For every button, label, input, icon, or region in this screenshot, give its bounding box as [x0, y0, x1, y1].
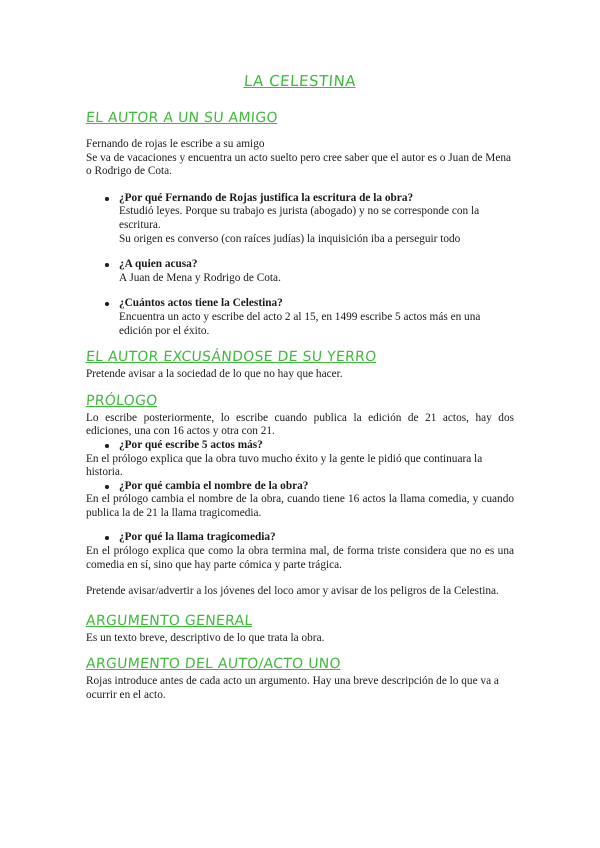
- section-argumento-general: [86, 613, 514, 646]
- question-list: [86, 480, 514, 494]
- bullet-icon: [105, 197, 109, 201]
- question: ¿Por qué cambia el nombre de la obra?: [119, 479, 309, 492]
- question: ¿Por qué Fernando de Rojas justifica la escritura de la obra?: [119, 191, 414, 204]
- list-item: [86, 531, 514, 545]
- section-heading: EL AUTOR A UN SU AMIGO: [85, 110, 279, 126]
- section-autor-amigo: [86, 110, 514, 338]
- question-list: [86, 531, 514, 545]
- bullet-icon: [105, 263, 109, 267]
- paragraph: Rojas introduce antes de cada acto un argumento. Hay una breve descripción de lo que va a ocurrir en el acto.: [86, 675, 499, 702]
- paragraph: Lo escribe posteriormente, lo escribe cuando publica la edición de 21 actos, hay dos ediciones, una con 16 actos y otra con 21.: [86, 411, 514, 438]
- section-heading: EL AUTOR EXCUSÁNDOSE DE SU YERRO: [85, 349, 377, 366]
- question: ¿Por qué la llama tragicomedia?: [119, 531, 276, 544]
- question-list: [86, 439, 514, 453]
- paragraph: En el prólogo explica que la obra tuvo mucho éxito y la gente le pidió que continuara la historia.: [86, 452, 483, 479]
- paragraph: Se va de vacaciones y encuentra un acto suelto pero cree saber que el autor es o Juan de Mena o Rodrigo de Cota.: [86, 151, 512, 178]
- answer: Su origen es converso (con raíces judías) la inquisición iba a perseguir todo: [119, 232, 461, 245]
- bullet-icon: [105, 444, 109, 448]
- paragraph: Pretende avisar a la sociedad de lo que no hay que hacer.: [86, 368, 343, 381]
- paragraph: Fernando de rojas le escribe a su amigo: [86, 138, 265, 150]
- section-heading: PRÓLOGO: [85, 392, 159, 409]
- list-item: [86, 439, 514, 453]
- paragraph: En el prólogo cambia el nombre de la obra, cuando tiene 16 actos la llama comedia, y cuando publica la de 21 la llama tragicomedia.: [86, 493, 514, 519]
- answer: Estudió leyes. Porque su trabajo es jurista (abogado) y no se corresponde con la escritura.: [119, 205, 480, 231]
- section-argumento-acto: [86, 656, 514, 702]
- bullet-icon: [105, 485, 109, 489]
- document-page: [86, 72, 514, 703]
- bullet-icon: [105, 536, 109, 540]
- question: ¿Por qué escribe 5 actos más?: [119, 438, 263, 451]
- list-item: [86, 297, 514, 338]
- question: ¿Cuántos actos tiene la Celestina?: [119, 297, 283, 310]
- section-autor-excusandose: [86, 349, 514, 382]
- document-title: LA CELESTINA: [243, 72, 357, 90]
- paragraph: En el prólogo explica que como la obra termina mal, de forma triste considera que no es una comedia en sí, sino que hay parte cómica y parte trágica.: [86, 545, 514, 571]
- list-item: [86, 480, 514, 494]
- answer: Encuentra un acto y escribe del acto 2 al 15, en 1499 escribe 5 actos más en una edición por el éxito.: [119, 310, 481, 337]
- section-heading: ARGUMENTO GENERAL: [85, 612, 254, 629]
- list-item: [86, 258, 514, 285]
- paragraph: Es un texto breve, descriptivo de lo que trata la obra.: [86, 631, 325, 644]
- section-heading: ARGUMENTO DEL AUTO/ACTO UNO: [85, 656, 342, 673]
- answer: A Juan de Mena y Rodrigo de Cota.: [119, 271, 281, 284]
- list-item: [86, 192, 514, 246]
- section-prologo: [86, 393, 514, 599]
- bullet-icon: [105, 302, 109, 306]
- question-list: [86, 192, 514, 338]
- question: ¿A quien acusa?: [119, 258, 198, 271]
- paragraph: Pretende avisar/advertir a los jóvenes del loco amor y avisar de los peligros de la Celestina.: [86, 585, 499, 598]
